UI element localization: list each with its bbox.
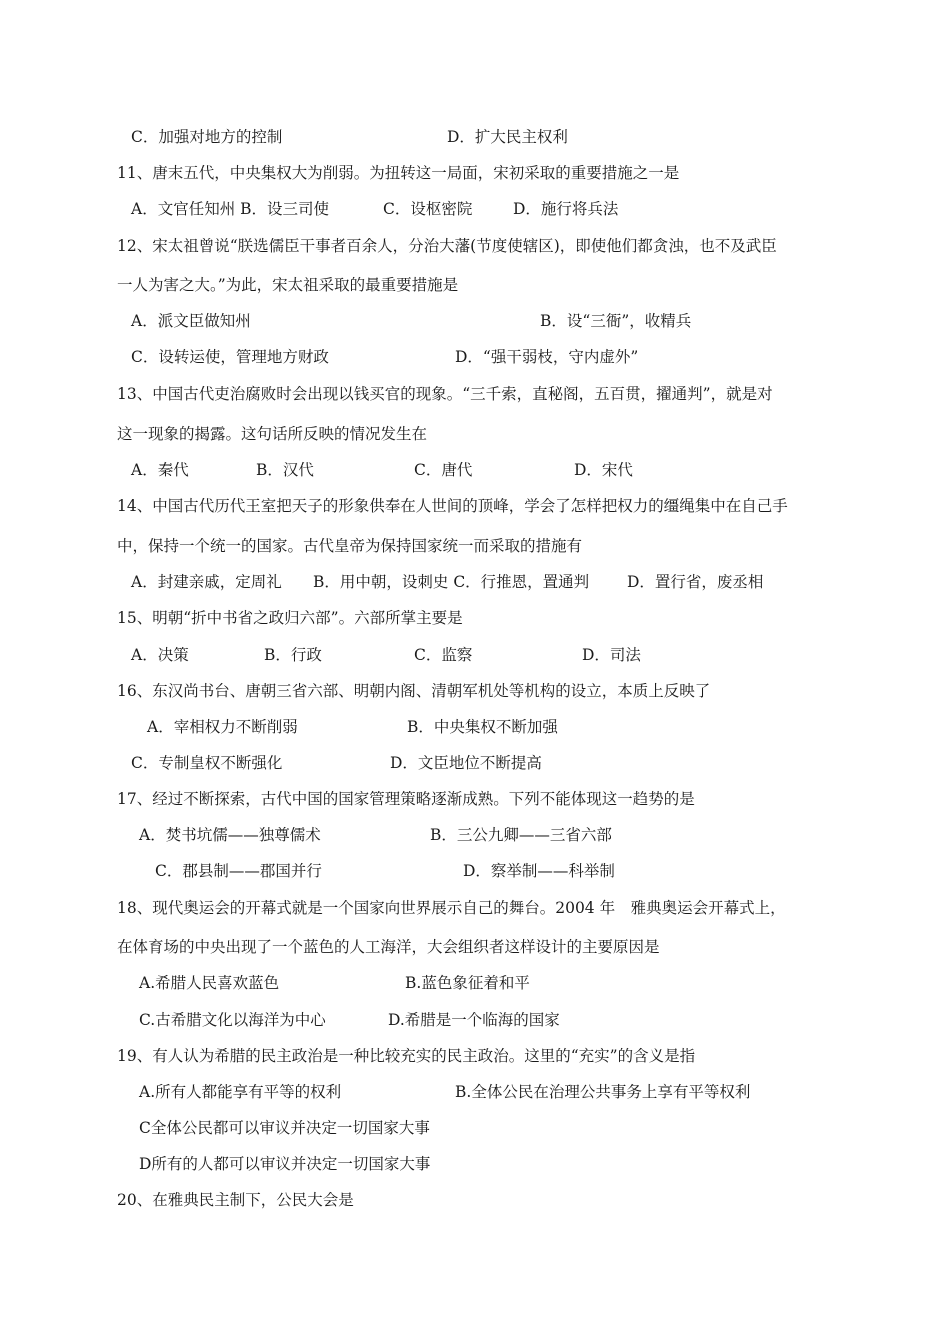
option-c: C．唐代 [414,461,473,479]
option-d: D．扩大民主权利 [447,128,568,146]
option-b: B．设“三衙”，收精兵 [540,312,692,330]
option-a: A.希腊人民喜欢蓝色 [139,974,280,992]
option-d: D．置行省，废丞相 [627,573,764,591]
option-c: C.古希腊文化以海洋为中心 [139,1011,326,1029]
question-11: 11、唐末五代，中央集权大为削弱。为扭转这一局面，宋初采取的重要措施之一是 [117,164,680,182]
option-d: D．施行将兵法 [513,200,619,218]
option-a: A．焚书坑儒——独尊儒术 [139,826,321,844]
option-d: D．文臣地位不断提高 [390,754,542,772]
option-b: B．行政 [264,646,322,664]
option-a-b: A．文官任知州 B．设三司使 [131,200,330,218]
option-c: C．监察 [414,646,473,664]
option-a: A.所有人都能享有平等的权利 [139,1083,342,1101]
question-20: 20、在雅典民主制下，公民大会是 [117,1191,354,1209]
option-d: D.希腊是一个临海的国家 [388,1011,560,1029]
option-a: A．秦代 [131,461,189,479]
question-12-line2: 一人为害之大。”为此，宋太祖采取的最重要措施是 [117,276,459,294]
option-b-c: B．用中朝，设刺史 C．行推恩，置通判 [313,573,590,591]
option-b: B．汉代 [256,461,314,479]
option-a: A．封建亲戚，定周礼 [131,573,282,591]
option-d: D．“强干弱枝，守内虚外” [455,348,639,366]
option-a: A．宰相权力不断削弱 [147,718,298,736]
option-b: B.全体公民在治理公共事务上享有平等权利 [455,1083,751,1101]
option-d: D所有的人都可以审议并决定一切国家大事 [139,1155,431,1173]
option-d: D．宋代 [574,461,633,479]
option-c: C．加强对地方的控制 [131,128,283,146]
question-12-line1: 12、宋太祖曾说“朕选儒臣干事者百余人，分治大藩(节度使辖区)，即使他们都贪浊，也不及武臣 [117,237,777,255]
option-c: C．专制皇权不断强化 [131,754,283,772]
option-b: B．三公九卿——三省六部 [430,826,612,844]
option-d: D．察举制——科举制 [463,862,615,880]
question-15: 15、明朝“折中书省之政归六部”。六部所掌主要是 [117,609,463,627]
option-c: C．设枢密院 [383,200,473,218]
question-16: 16、东汉尚书台、唐朝三省六部、明朝内阁、清朝军机处等机构的设立，本质上反映了 [117,682,711,700]
option-b: B．中央集权不断加强 [407,718,558,736]
question-13-line1: 13、中国古代吏治腐败时会出现以钱买官的现象。“三千索，直秘阁，五百贯，擢通判”，就是对 [117,385,773,403]
option-c: C全体公民都可以审议并决定一切国家大事 [139,1119,430,1137]
option-b: B.蓝色象征着和平 [405,974,530,992]
option-a: A．决策 [131,646,189,664]
question-18-line2: 在体育场的中央出现了一个蓝色的人工海洋，大会组织者这样设计的主要原因是 [117,938,660,956]
question-17: 17、经过不断探索，古代中国的国家管理策略逐渐成熟。下列不能体现这一趋势的是 [117,790,695,808]
question-14-line1: 14、中国古代历代王室把天子的形象供奉在人世间的顶峰，学会了怎样把权力的缰绳集中在自己手 [117,497,788,515]
question-13-line2: 这一现象的揭露。这句话所反映的情况发生在 [117,425,428,443]
option-c: C．设转运使，管理地方财政 [131,348,329,366]
option-c: C．郡县制——郡国并行 [155,862,322,880]
option-d: D．司法 [582,646,641,664]
question-14-line2: 中，保持一个统一的国家。古代皇帝为保持国家统一而采取的措施有 [117,537,583,555]
question-18-line1: 18、现代奥运会的开幕式就是一个国家向世界展示自己的舞台。2004 年 雅典奥运会开幕式上， [117,899,786,917]
question-19: 19、有人认为希腊的民主政治是一种比较充实的民主政治。这里的“充实”的含义是指 [117,1047,696,1065]
option-a: A．派文臣做知州 [131,312,251,330]
